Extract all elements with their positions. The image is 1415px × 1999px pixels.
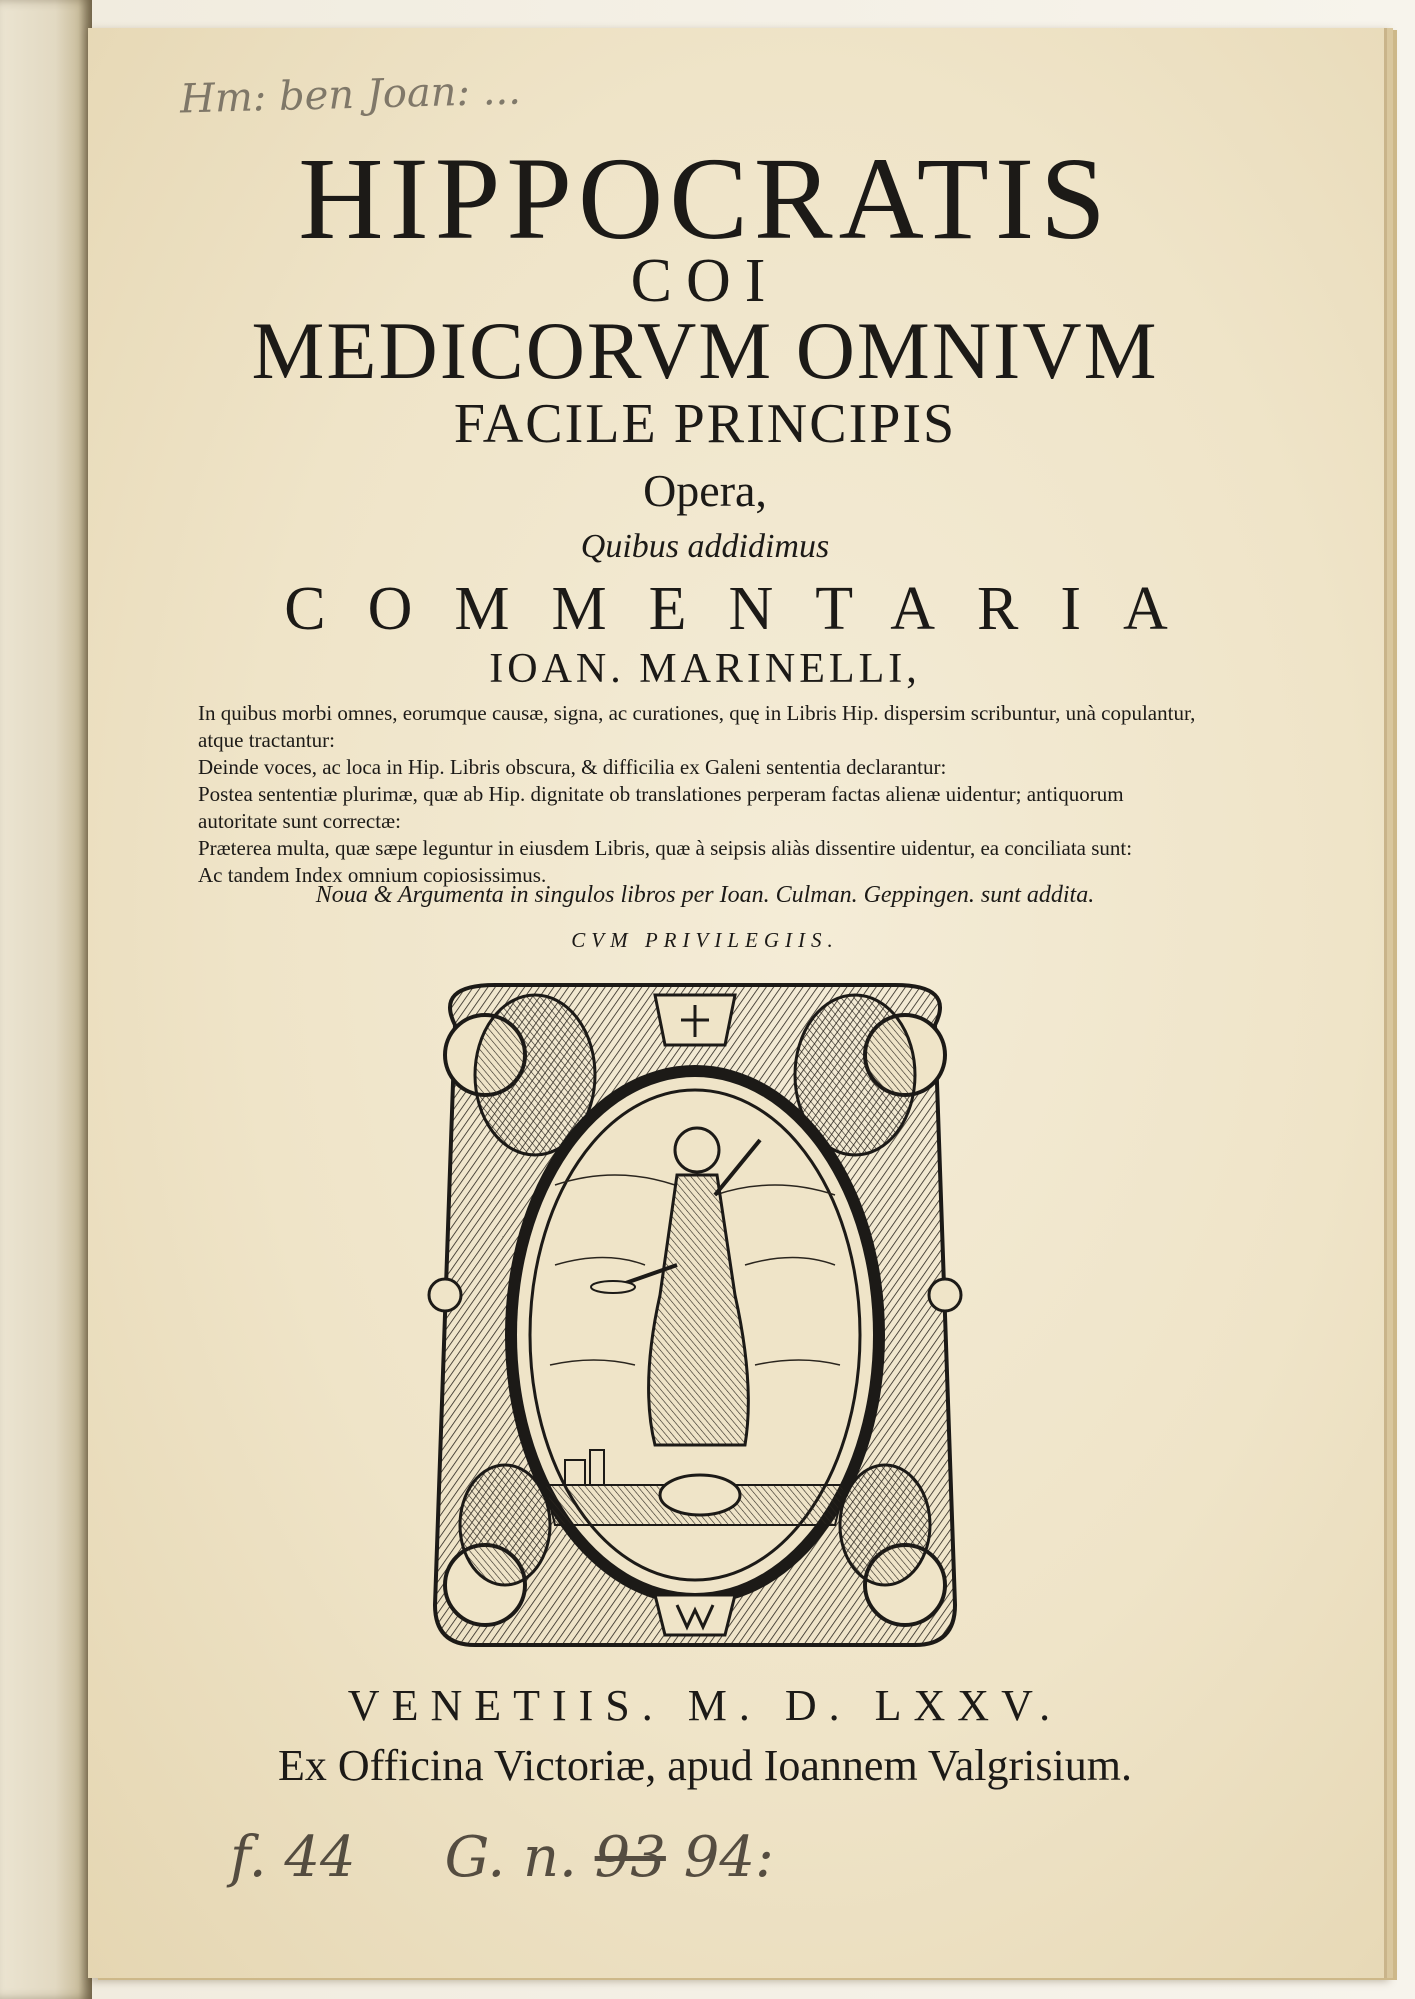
title-hippocratis: HIPPOCRATIS xyxy=(298,133,1112,264)
printers-device-woodcut xyxy=(415,965,975,1655)
description-line: Postea sententiæ plurimæ, quæ ab Hip. dignitate ob translationes perperam factas alienæ uidentur; antiquorum autoritate sunt correctæ: xyxy=(198,782,1124,833)
argument-note: Noua & Argumenta in singulos libros per Ioan. Culman. Geppingen. sunt addita. xyxy=(315,882,1095,908)
title-medicorum: MEDICORVM OMNIVM xyxy=(251,305,1159,396)
description-block xyxy=(198,700,1198,889)
description-line: Ac tandem Index omnium copiosissimus. xyxy=(198,863,547,887)
imprint-city-date: VENETIIS. M. D. LXXV. xyxy=(347,1681,1063,1730)
shelfmark-struck: 93 xyxy=(594,1825,666,1890)
title-coi: COI xyxy=(630,247,780,315)
description-line: Deinde voces, ac loca in Hip. Libris obscura, & difficilia ex Galeni sententia declarantur: xyxy=(198,755,947,779)
description-line: In quibus morbi omnes, eorumque causæ, signa, ac curationes, quę in Libris Hip. dispersim scribuntur, unà copulantur, atque tractantur: xyxy=(198,701,1196,752)
title-facile-principis: FACILE PRINCIPIS xyxy=(453,393,957,455)
title-marinelli: IOAN. MARINELLI, xyxy=(489,646,921,692)
privilege-note: CVM PRIVILEGIIS. xyxy=(571,928,839,952)
title-quibus: Quibus addidimus xyxy=(580,528,830,565)
title-commentaria: COMMENTARIA xyxy=(284,575,1210,643)
book-cover-edge xyxy=(0,0,92,1999)
shelfmark-part: 94: xyxy=(683,1825,774,1890)
title-opera: Opera, xyxy=(643,465,767,516)
imprint-printer: Ex Officina Victoriæ, apud Ioannem Valgrisium. xyxy=(278,1741,1132,1790)
manuscript-note-top: Hm: ben Joan: ... xyxy=(179,67,522,123)
manuscript-shelfmark xyxy=(230,1825,774,1890)
description-line: Præterea multa, quæ sæpe leguntur in eiusdem Libris, quæ à seipsis aliàs dissentire uidentur, ea conciliata sunt: xyxy=(198,836,1133,860)
shelfmark-part: f. 44 xyxy=(230,1825,356,1890)
shelfmark-part: G. n. xyxy=(444,1825,577,1890)
